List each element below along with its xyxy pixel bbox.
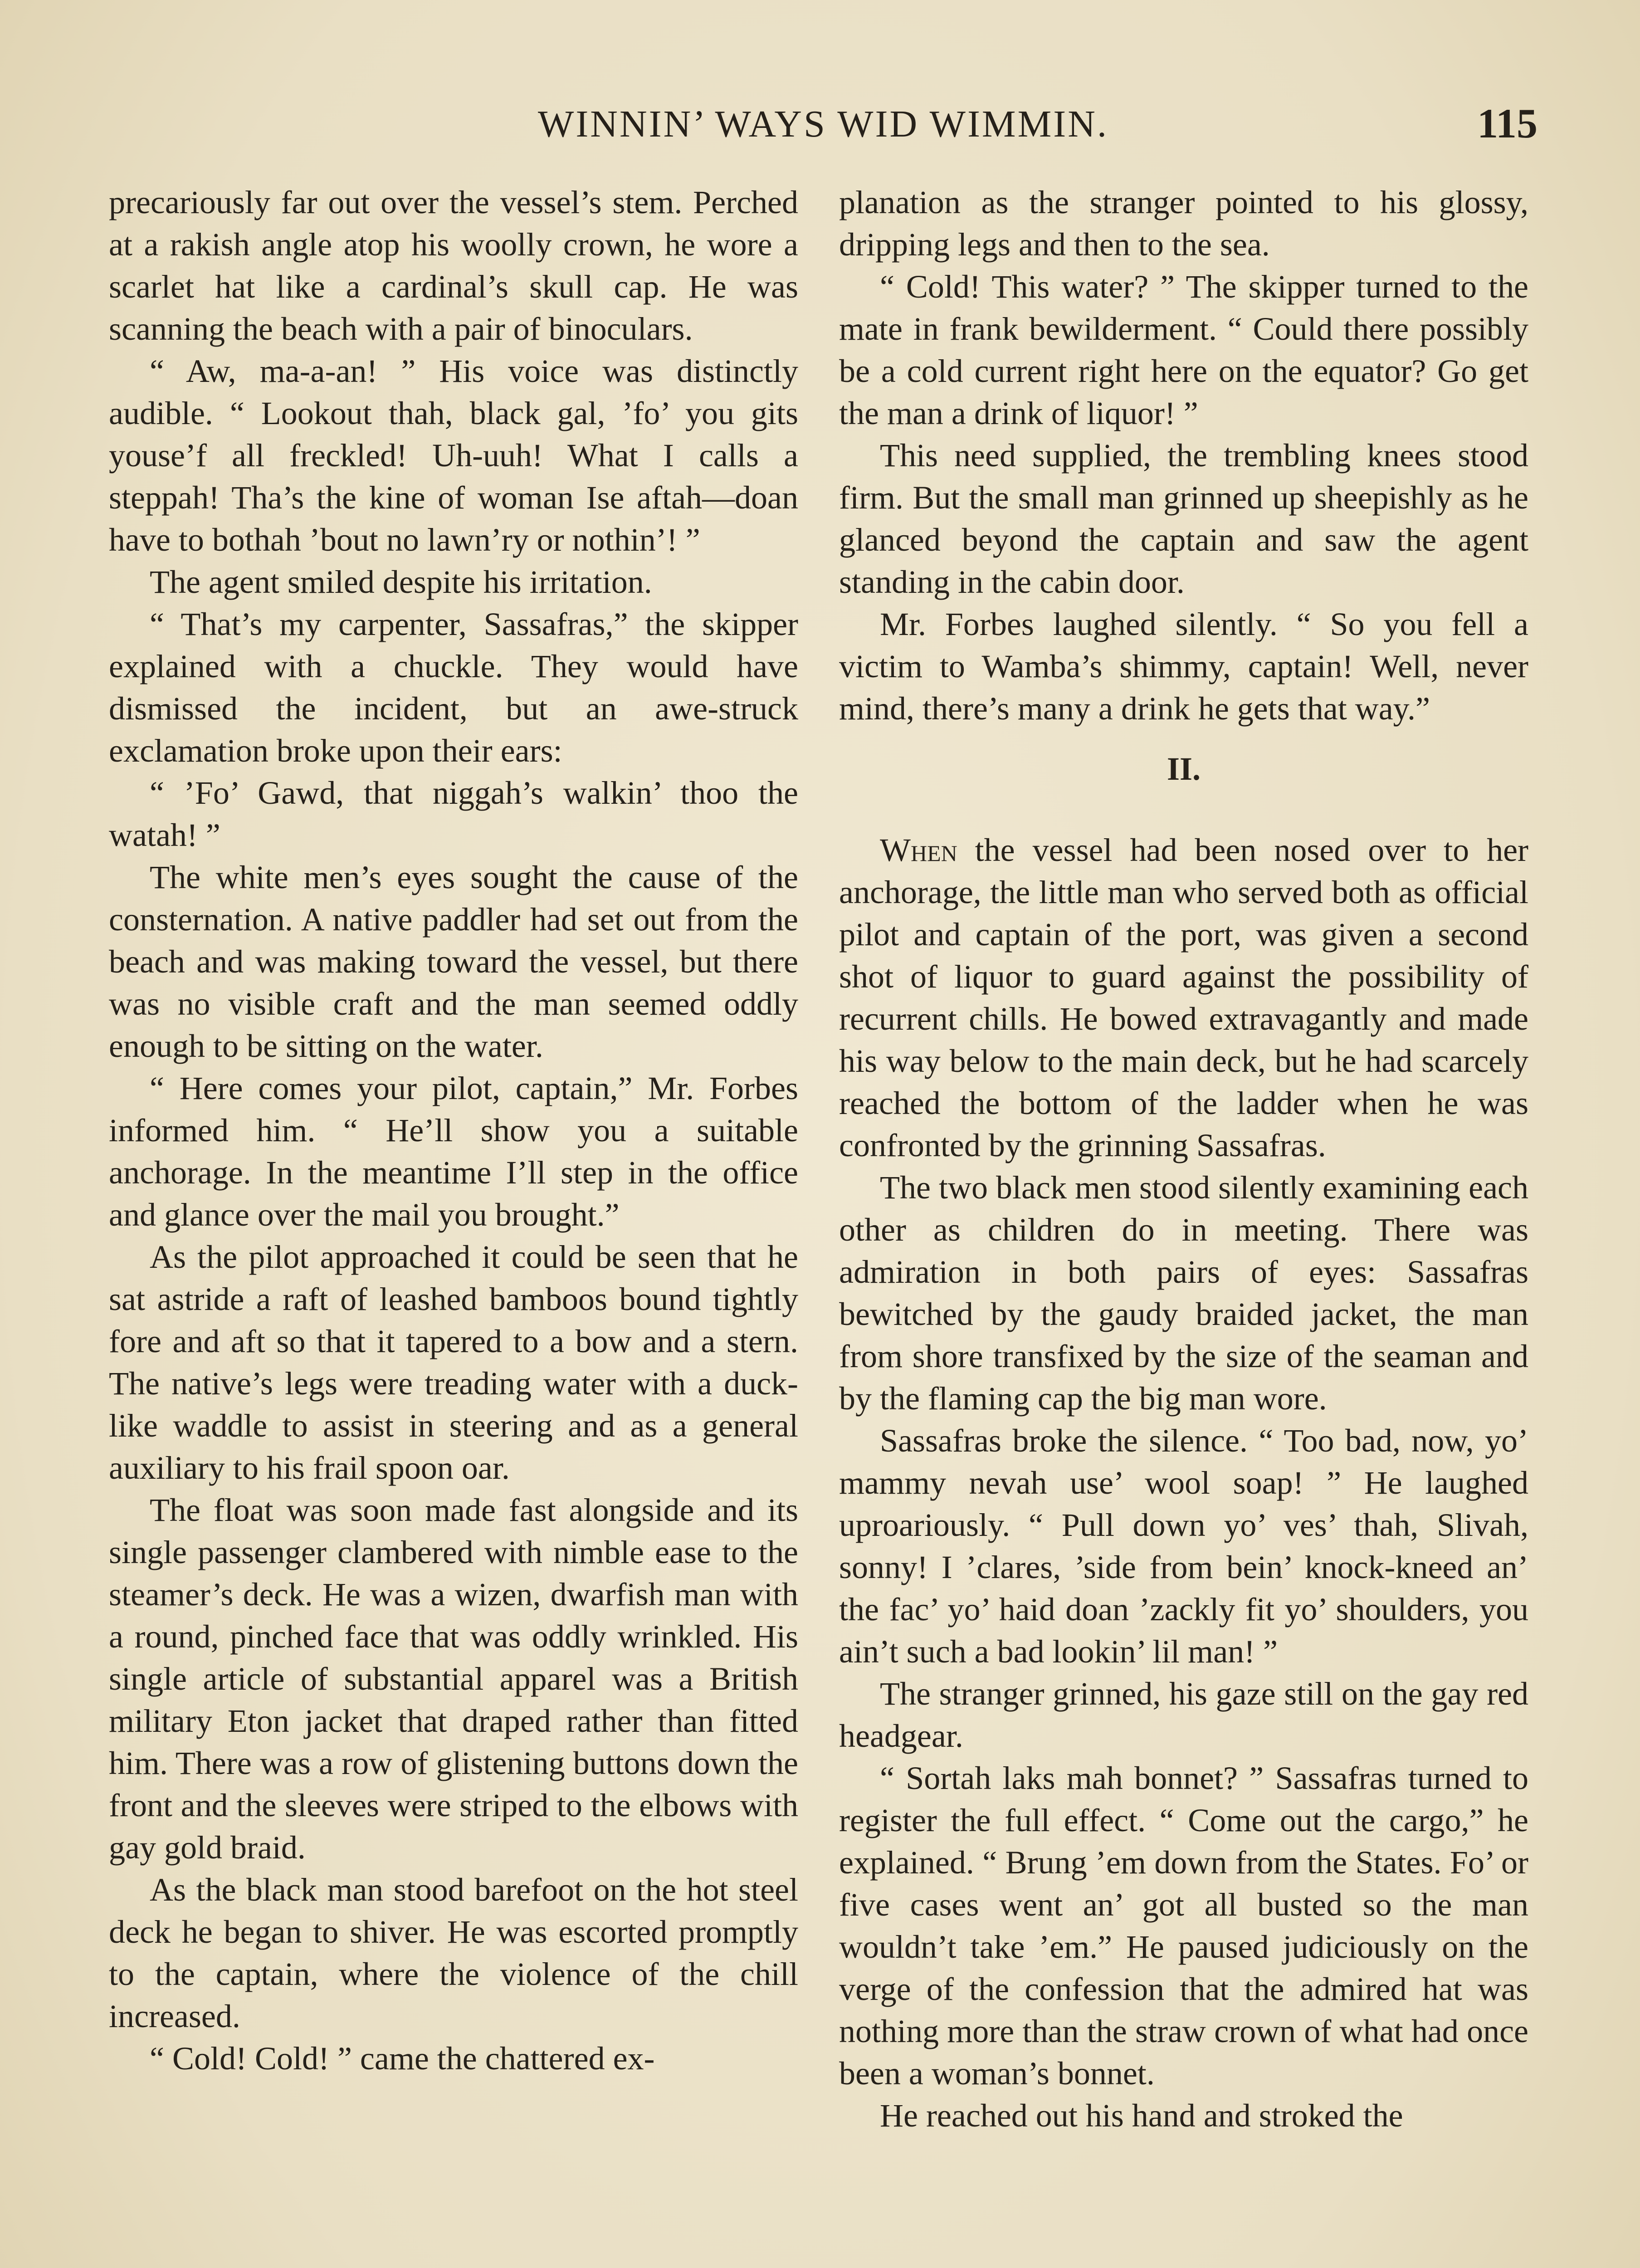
paragraph: Mr. Forbes laughed silently. “ So you fell a victim to Wamba’s shimmy, captain! Well, never mind, there’s many a drink he gets that way.”: [839, 606, 1528, 727]
paragraph: “ Here comes your pilot, captain,” Mr. Forbes informed him. “ He’ll show you a suitable anchorage. In the meantime I’ll step in the office and glance over the mail you brought.”: [109, 1070, 798, 1233]
paragraph: “ ’Fo’ Gawd, that niggah’s walkin’ thoo the watah! ”: [109, 775, 798, 853]
paragraph: planation as the stranger pointed to his glossy, dripping legs and then to the sea.: [839, 184, 1528, 263]
drop-lead-word: When: [880, 832, 957, 868]
paragraph: precariously far out over the vessel’s stem. Perched at a rakish angle atop his woolly crown, he wore a scarlet hat like a cardinal’s skull cap. He was scanning the beach with a pair of binoculars.: [109, 184, 798, 347]
left-column: [109, 181, 798, 2080]
section-opening-text: the vessel had been nosed over to her anchorage, the little man who served both as official pilot and captain of the port, was given a second shot of liquor to guard against the possibility of recurrent chills. He bowed extravagantly and made his way below to the main deck, but he had scarcely reached the bottom of the ladder when he was confronted by the grinning Sassafras.: [839, 832, 1528, 1163]
paragraph: This need supplied, the trembling knees stood firm. But the small man grinned up sheepishly as he glanced beyond the captain and saw the agent standing in the cabin door.: [839, 437, 1528, 600]
paragraph: As the pilot approached it could be seen that he sat astride a raft of leashed bamboos bound tightly fore and aft so that it tapered to a bow and a stern. The native’s legs were treading water with a duck-like waddle to assist in steering and as a general auxiliary to his frail spoon oar.: [109, 1239, 798, 1486]
right-column: [839, 181, 1528, 2137]
running-title: WINNIN’ WAYS WID WIMMIN.: [538, 103, 1108, 145]
paragraph: Sassafras broke the silence. “ Too bad, now, yo’ mammy nevah use’ wool soap! ” He laughed uproariously. “ Pull down yo’ ves’ thah, Slivah, sonny! I ’clares, ’side from bein’ knock-kneed an’ the fac’ yo’ haid doan ’zackly fit yo’ shoulders, you ain’t such a bad lookin’ lil man! ”: [839, 1422, 1528, 1670]
paragraph: “ Cold! This water? ” The skipper turned to the mate in frank bewilderment. “ Could there possibly be a cold current right here on the equator? Go get the man a drink of liquor! ”: [839, 269, 1528, 431]
paragraph: He reached out his hand and stroked the: [880, 2097, 1403, 2134]
paragraph: The two black men stood silently examining each other as children do in meeting. There was admiration in both pairs of eyes: Sassafras bewitched by the gaudy braided jacket, the man from shore transfixed by the size of the seaman and by the flaming cap the big man wore.: [839, 1169, 1528, 1417]
paragraph: The stranger grinned, his gaze still on the gay red headgear.: [839, 1676, 1528, 1754]
paragraph: As the black man stood barefoot on the hot steel deck he began to shiver. He was escorted promptly to the captain, where the violence of the chill increased.: [109, 1872, 798, 2034]
section-opening-paragraph: [839, 829, 1528, 1167]
paragraph: “ Aw, ma-a-an! ” His voice was distinctly audible. “ Lookout thah, black gal, ’fo’ you gits youse’f all freckled! Uh-uuh! What I calls a steppah! Tha’s the kine of woman Ise aftah—doan have to bothah ’bout no lawn’ry or nothin’! ”: [109, 353, 798, 558]
paragraph: “ That’s my carpenter, Sassafras,” the skipper explained with a chuckle. They would have dismissed the incident, but an awe-struck exclamation broke upon their ears:: [109, 606, 798, 769]
paragraph: The agent smiled despite his irritation.: [150, 564, 652, 600]
paragraph: The white men’s eyes sought the cause of the consternation. A native paddler had set out from the beach and was making toward the vessel, but there was no visible craft and the man seemed oddly enough to be sitting on the water.: [109, 859, 798, 1064]
paragraph: “ Sortah laks mah bonnet? ” Sassafras turned to register the full effect. “ Come out the cargo,” he explained. “ Brung ’em down from the States. Fo’ or five cases went an’ got all busted so the man wouldn’t take ’em.” He paused judiciously on the verge of the confession that the admired hat was nothing more than the straw crown of what had once been a woman’s bonnet.: [839, 1760, 1528, 2092]
paragraph: “ Cold! Cold! ” came the chattered ex-: [150, 2040, 655, 2077]
page-number: 115: [1477, 100, 1538, 147]
section-heading: II.: [1167, 751, 1201, 787]
paragraph: The float was soon made fast alongside and its single passenger clambered with nimble ease to the steamer’s deck. He was a wizen, dwarfish man with a round, pinched face that was oddly wrinkled. His single article of substantial apparel was a British military Eton jacket that draped rather than fitted him. There was a row of glistening buttons down the front and the sleeves were striped to the elbows with gay gold braid.: [109, 1492, 798, 1866]
page-header: [109, 102, 1538, 156]
